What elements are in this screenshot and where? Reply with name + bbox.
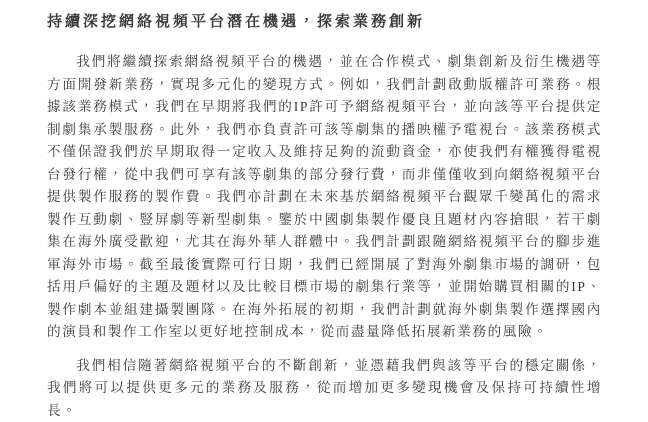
- section-heading: 持續深挖網絡視頻平台潛在機遇，探索業務創新: [47, 11, 602, 33]
- body-paragraph-2: 我們相信隨著網絡視頻平台的不斷創新，並憑藉我們與該等平台的穩定關係，我們將可以提供更多元的業務及服務，從而增加更多變現機會及保持可持續性增長。: [47, 355, 602, 422]
- body-paragraph-1: 我們將繼續探索網絡視頻平台的機遇，並在合作模式、劇集創新及衍生機遇等方面開發新業務，實現多元化的變現方式。例如，我們計劃啟動版權許可業務。根據該業務模式，我們在早期將我們的IP許可予網絡視頻平台，並向該等平台提供定制劇集承製服務。此外，我們亦負責許可該等劇集的播映權予電視台。該業務模式不僅保證我們於早期取得一定收入及維持足夠的流動資金，亦使我們有權獲得電視台發行權，從中我們可享有該等劇集的部分發行費，而非僅僅收到向網絡視頻平台提供製作服務的製作費。我們亦計劃在未來基於網絡視頻平台觀眾千變萬化的需求製作互動劇、豎屏劇等新型劇集。鑒於中國劇集製作優良且題材內容搶眼，若干劇集在海外廣受歡迎，尤其在海外華人群體中。我們計劃跟隨網絡視頻平台的腳步進軍海外市場。截至最後實際可行日期，我們已經開展了對海外劇集市場的調研，包括用戶偏好的主題及題材以及比較目標市場的劇集行業等，並開始購買相關的IP、製作劇本並組建攝製團隊。在海外拓展的初期，我們計劃就海外劇集製作選擇國內的演員和製作工作室以更好地控制成本，從而盡量降低拓展新業務的風險。: [47, 51, 602, 344]
